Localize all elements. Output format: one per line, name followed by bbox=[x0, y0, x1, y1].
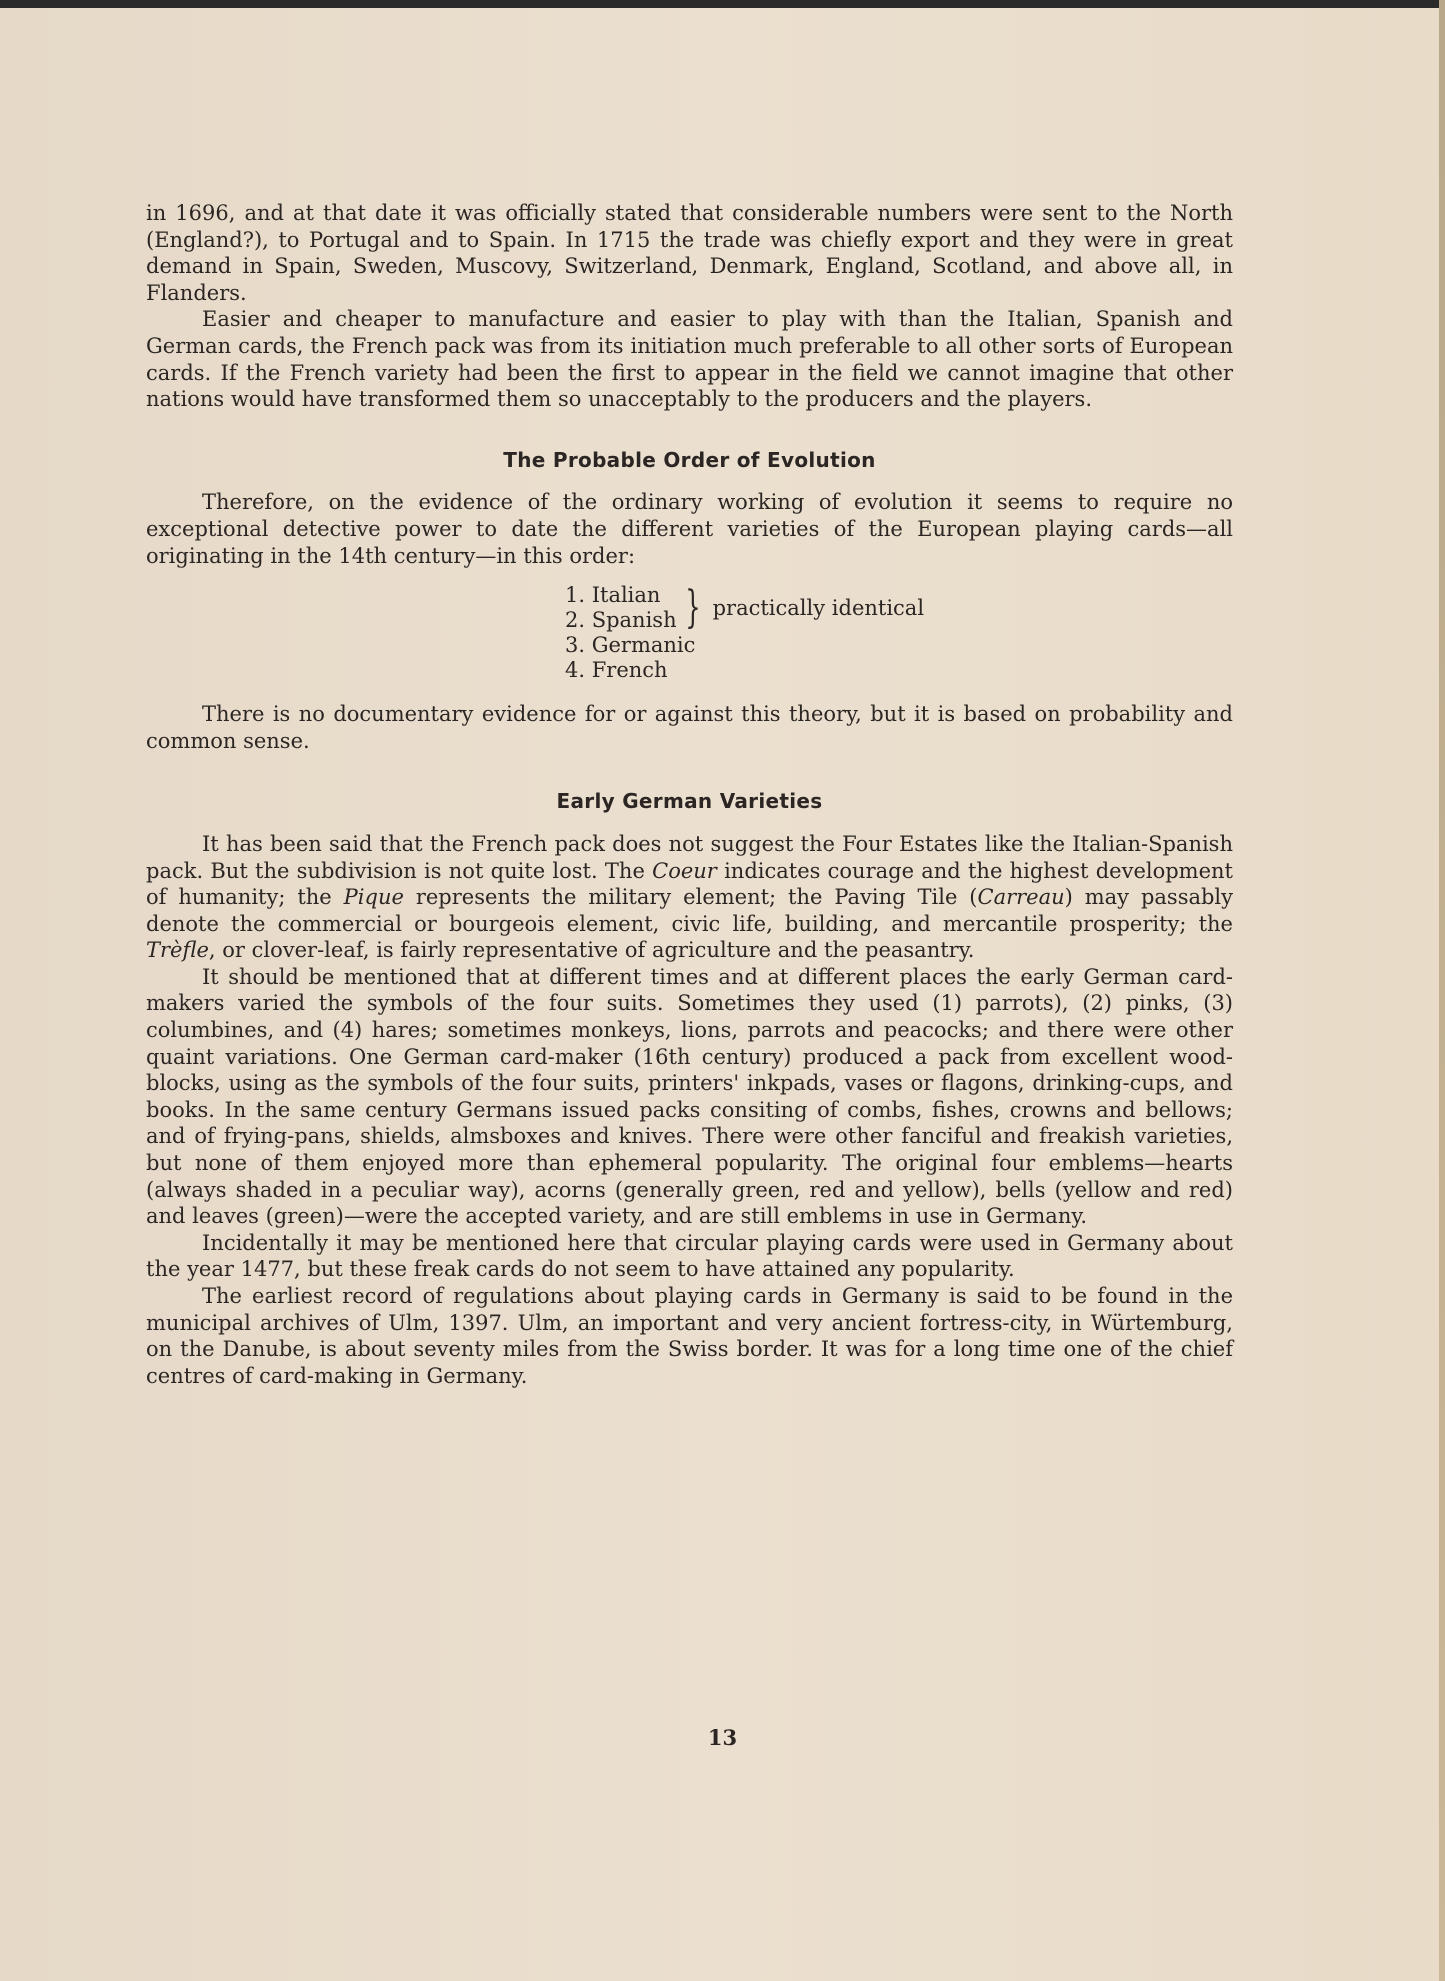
term-trefle: Trèfle bbox=[146, 938, 209, 963]
paragraph-continuation: in 1696, and at that date it was officially stated that considerable numbers were sent to the North (England?), to Portugal and to Spain. In 1715 the trade was chiefly export and they were in great demand in Spain, Sweden, Muscovy, Switzerland, Denmark, England, Scotland, and above all, in Flanders. bbox=[146, 201, 1233, 305]
text-run: indicates courage and the highest development of humanity; the bbox=[146, 858, 1233, 910]
section-heading-german: Early German Varieties bbox=[556, 789, 823, 814]
text-run: ) may passably denote the commercial or bourgeois element, civic life, building, and mercantile prosperity; the bbox=[146, 885, 1234, 936]
evolution-order-list bbox=[565, 583, 1233, 683]
paragraph-french-pack: Easier and cheaper to manufacture and easier to play with than the Italian, Spanish and German cards, the French pack was from its initiation much preferable to all other sorts of European cards. If the French variety had been the first to appear in the field we cannot imagine that other nations would have transformed them so unacceptably to the producers and the players. bbox=[146, 307, 1233, 412]
term-coeur: Coeur bbox=[652, 858, 717, 883]
list-brace-note: practically identical bbox=[712, 595, 925, 620]
text-run: , or clover-leaf, is fairly representative of agriculture and the peasantry. bbox=[208, 938, 975, 963]
term-pique: Pique bbox=[343, 885, 404, 910]
right-brace-icon: } bbox=[684, 582, 701, 634]
paragraph-no-evidence: There is no documentary evidence for or against this theory, but it is based on probability and common sense. bbox=[146, 702, 1233, 753]
list-bracket-group bbox=[565, 583, 1233, 633]
page-number: 13 bbox=[707, 1725, 738, 1750]
term-carreau: Carreau bbox=[977, 885, 1065, 910]
page-edge bbox=[1439, 0, 1445, 1981]
paragraph-four-estates bbox=[146, 831, 1233, 964]
page-body bbox=[146, 200, 1233, 1389]
list-item-french: 4. French bbox=[565, 658, 668, 683]
text-run: represents the military element; the Paving Tile ( bbox=[403, 885, 978, 910]
paragraph-ulm: The earliest record of regulations about playing cards in Germany is said to be found in the municipal archives of Ulm, 1397. Ulm, an important and very ancient fortress-city, in Würtemburg, on the Danube, is about seventy miles from the Swiss border. It was for a long time one of the chief centres of card-making in Germany. bbox=[146, 1284, 1233, 1388]
text-run: It has been said that the French pack does not suggest the Four Estates like the Italian-Spanish pack. But the subdivision is not quite lost. The bbox=[146, 831, 1233, 883]
list-item-spanish: 2. Spanish bbox=[565, 608, 677, 633]
paragraph-suit-symbols: It should be mentioned that at different times and at different places the early German card-makers varied the symbols of the four suits. Sometimes they used (1) parrots), (2) pinks, (3) columbines, and (4) hares; sometimes monkeys, lions, parrots and peacocks; and there were other quaint variations. One German card-maker (16th century) produced a pack from excellent wood-blocks, using as the symbols of the four suits, printers' inkpads, vases or flagons, drinking-cups, and books. In the same century Germans issued packs consiting of combs, fishes, crowns and bellows; and of frying-pans, shields, almsboxes and knives. There were other fanciful and freakish varieties, but none of them enjoyed more than ephemeral popularity. The original four emblems—hearts (always shaded in a peculiar way), acorns (generally green, red and yellow), bells (yellow and red) and leaves (green)—were the accepted variety, and are still emblems in use in Germany. bbox=[146, 964, 1233, 1229]
list-item-germanic: 3. Germanic bbox=[565, 633, 696, 658]
paragraph-circular-cards: Incidentally it may be mentioned here that circular playing cards were used in Germany about the year 1477, but these freak cards do not seem to have attained any popularity. bbox=[146, 1230, 1233, 1282]
paragraph-evolution: Therefore, on the evidence of the ordinary working of evolution it seems to require no exceptional detective power to date the different varieties of the European playing cards—all originating in the 14th century—in this order: bbox=[146, 490, 1233, 568]
section-heading-evolution: The Probable Order of Evolution bbox=[503, 447, 876, 472]
list-item-italian: 1. Italian bbox=[565, 583, 661, 608]
